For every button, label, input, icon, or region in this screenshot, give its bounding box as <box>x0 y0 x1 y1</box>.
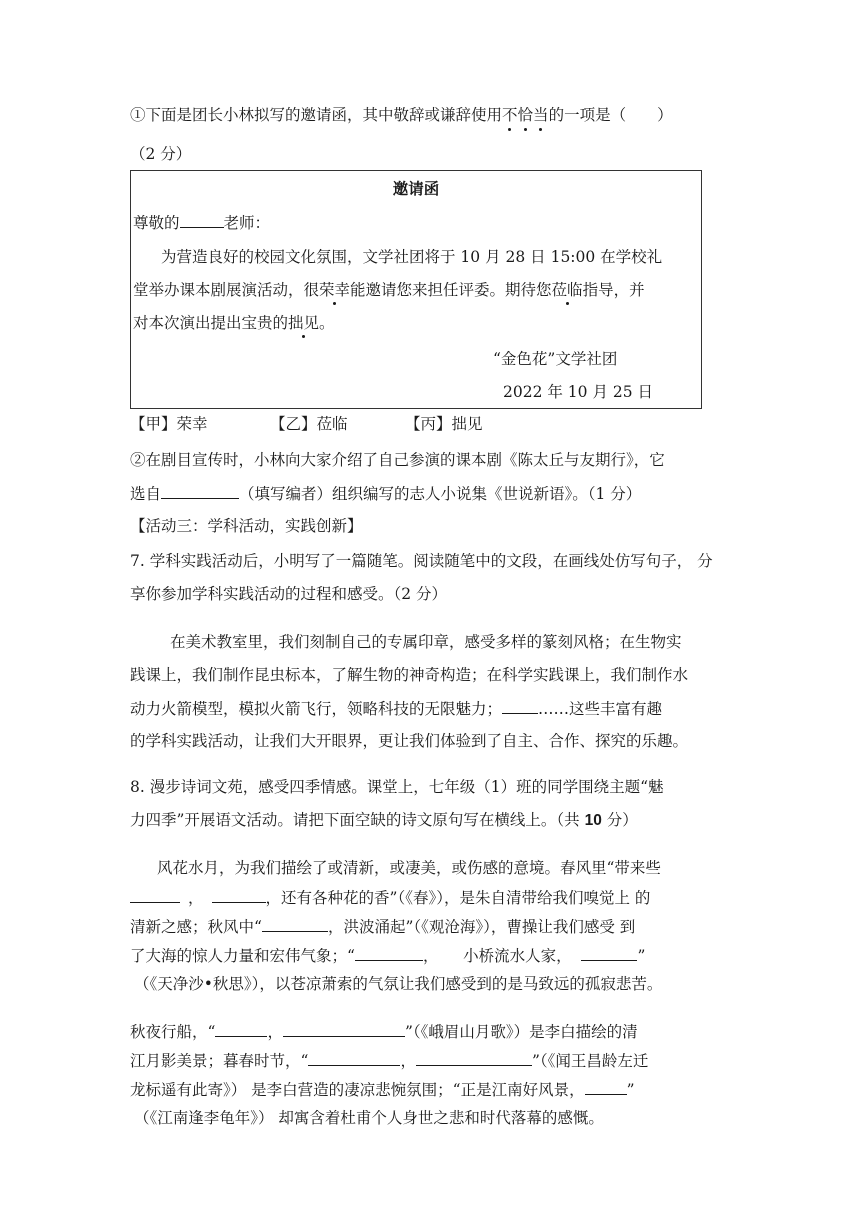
q8-passage-a-line-2: ， ，还有各种花的香”（《春》），是朱自清带给我们嗅觉上 的 <box>130 886 650 909</box>
q6-2-line-1: ②在剧目宣传时，小林向大家介绍了自己参演的课本剧《陈太丘与友期行》，它 <box>130 451 665 469</box>
letter-body-line-2: 堂举办课本剧展演活动，很荣幸能邀请您来担任评委。期待您莅临指导，并 <box>133 278 645 300</box>
q7-line-1: 7. 学科实践活动后，小明写了一篇随笔。阅读随笔中的文段，在画线处仿写句子， 分 <box>130 552 713 570</box>
q7-line-2: 享你参加学科实践活动的过程和感受。（2 分） <box>130 585 448 603</box>
editor-blank <box>161 482 239 499</box>
q7-passage-line-2: 践课上，我们制作昆虫标本，了解生物的神奇构造；在科学实践课上，我们制作水 <box>130 666 689 684</box>
emphasized-word: 拙见 <box>288 311 319 333</box>
q8-passage-b-line-1: 秋夜行船，“ ， ”（《峨眉山月歌》）是李白描绘的清 <box>130 1020 638 1043</box>
q8-passage-b-line-3: 龙标遥有此寄》） 是李白营造的凄凉悲惋氛围；“正是江南好风景， ” <box>130 1078 635 1101</box>
emphasized-word: 荣幸 <box>319 278 350 300</box>
poem-blank <box>416 1049 532 1066</box>
letter-body-line-1: 为营造良好的校园文化氛围，文学社团将于 10 月 28 日 15:00 在学校礼 <box>161 248 663 266</box>
letter-salutation: 尊敬的 老师： <box>133 211 270 233</box>
emphasis-char: 当 <box>533 106 549 124</box>
option-bing: 【丙】拙见 <box>405 415 483 433</box>
letter-date: 2022 年 10 月 25 日 <box>503 383 654 401</box>
letter-signature: “金色花”文学社团 <box>493 350 618 368</box>
q8-passage-a-line-5: （《天净沙•秋思》），以苍凉萧索的气氛让我们感受到的是马致远的孤寂悲苦。 <box>134 975 663 993</box>
poem-blank <box>581 944 637 961</box>
activity-3-heading: 【活动三：学科活动，实践创新】 <box>130 517 363 535</box>
q6-2-line-2: 选自 （填写编者）组织编写的志人小说集《世说新语》。（1 分） <box>130 482 641 505</box>
emphasized-word: 莅临 <box>552 278 583 300</box>
poem-blank <box>355 944 423 961</box>
emphasis-char: 恰 <box>517 106 534 124</box>
imitation-blank <box>502 697 538 714</box>
invitation-box <box>130 170 702 409</box>
poem-blank <box>585 1078 627 1095</box>
q8-passage-a-line-3: 清新之感；秋风中“ ，洪波涌起”（《观沧海》），曹操让我们感受 到 <box>130 915 635 938</box>
poem-blank <box>308 1049 400 1066</box>
name-blank <box>180 211 224 228</box>
q7-passage-line-1: 在美术教室里，我们刻制自己的专属印章，感受多样的篆刻风格；在生物实 <box>170 633 682 651</box>
poem-blank <box>212 886 266 903</box>
option-jia: 【甲】荣幸 <box>130 415 208 433</box>
emphasis-char: 不 <box>502 106 518 124</box>
q6-1-question: ①下面是团长小林拟写的邀请函，其中敬辞或谦辞使用不恰当的一项是（ ） <box>130 106 673 124</box>
q8-passage-b-line-4: （《江南逢李龟年》） 却寓含着杜甫个人身世之悲和时代落幕的感慨。 <box>134 1109 604 1127</box>
q7-passage-line-4: 的学科实践活动，让我们大开眼界，更让我们体验到了自主、合作、探究的乐趣。 <box>130 732 689 750</box>
q8-passage-b-line-2: 江月影美景；暮春时节，“ ， ”（《闻王昌龄左迁 <box>130 1049 648 1072</box>
letter-title: 邀请函 <box>392 179 440 198</box>
letter-body-line-3: 对本次演出提出宝贵的拙见。 <box>133 311 335 333</box>
option-yi: 【乙】莅临 <box>270 415 348 433</box>
q8-passage-a-line-4: 了大海的惊人力量和宏伟气象；“ ， 小桥流水人家， ” <box>130 944 645 967</box>
poem-blank <box>215 1020 267 1037</box>
q8-passage-a-line-1: 风花水月，为我们描绘了或清新，或凄美，或伤感的意境。春风里“带来些 <box>157 859 661 877</box>
q6-1-score: （2 分） <box>130 145 192 163</box>
q8-line-1: 8. 漫步诗词文苑，感受四季情感。课堂上，七年级（1）班的同学围绕主题“魅 <box>130 778 664 796</box>
poem-blank <box>130 886 180 903</box>
poem-blank <box>283 1020 405 1037</box>
q8-line-2: 力四季”开展语文活动。请把下面空缺的诗文原句写在横线上。（共 10 分） <box>130 811 638 829</box>
poem-blank <box>262 915 328 932</box>
q7-passage-line-3: 动力火箭模型，模拟火箭飞行，领略科技的无限魅力； ……这些丰富有趣 <box>130 697 662 720</box>
